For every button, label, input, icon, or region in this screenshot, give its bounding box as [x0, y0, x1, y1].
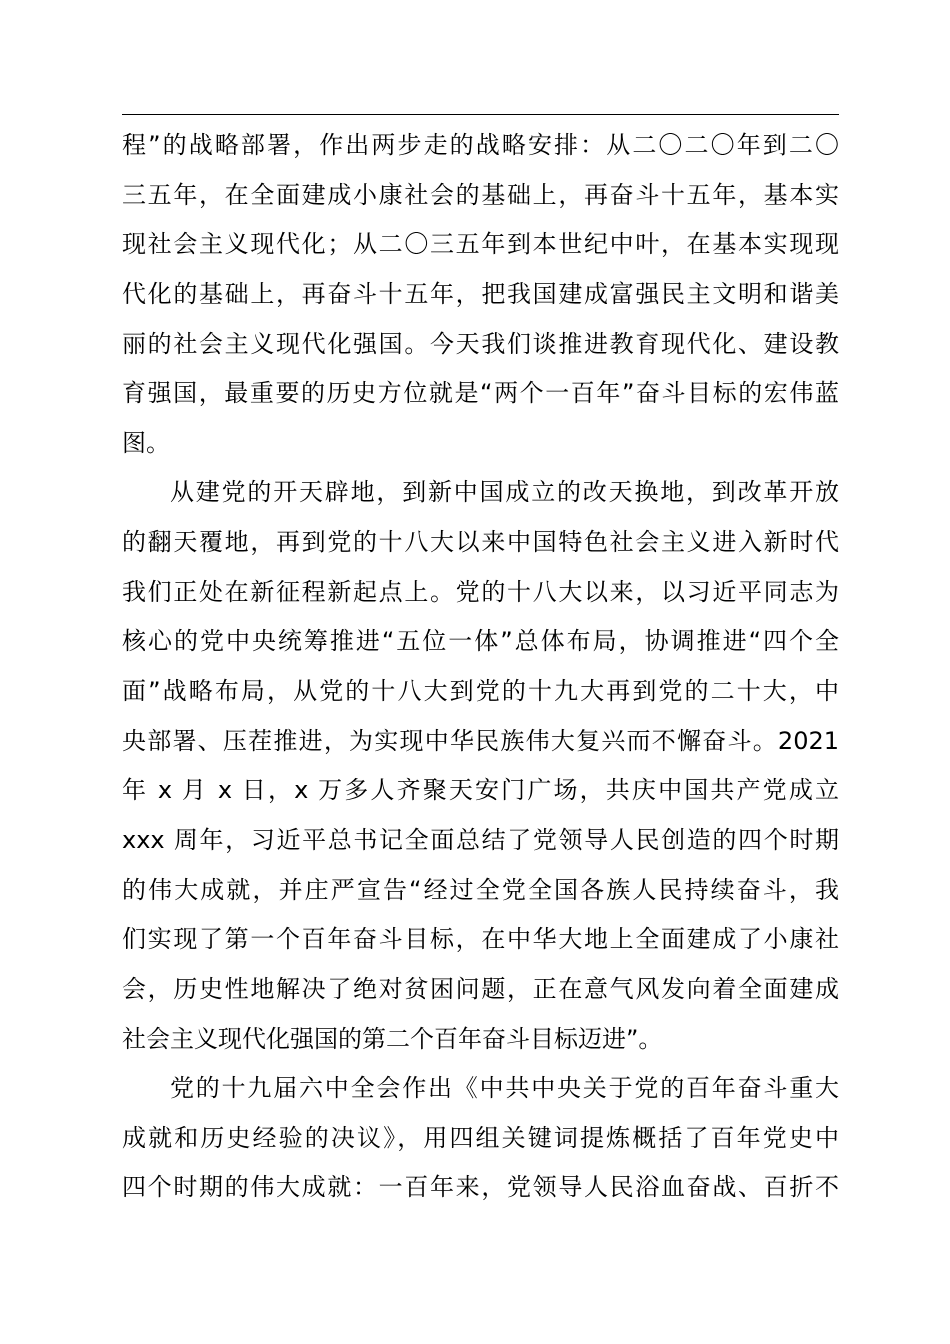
text-line: 三五年，在全面建成小康社会的基础上，再奋斗十五年，基本实 — [122, 180, 839, 209]
text-line: 的伟大成就，并庄严宣告“经过全党全国各族人民持续奋斗，我 — [122, 875, 839, 904]
text-line: 成就和历史经验的决议》，用四组关键词提炼概括了百年党史中 — [122, 1123, 839, 1152]
text-line: 面”战略布局，从党的十八大到党的十九大再到党的二十大，中 — [122, 677, 839, 706]
text-line: 丽的社会主义现代化强国。今天我们谈推进教育现代化、建设教 — [122, 329, 839, 358]
body-text — [122, 121, 839, 1213]
text-line: 央部署、压茬推进，为实现中华民族伟大复兴而不懈奋斗。2021 — [122, 726, 839, 755]
text-line: 四个时期的伟大成就：一百年来，党领导人民浴血奋战、百折不 — [122, 1173, 839, 1202]
paragraph-start-line: 从建党的开天辟地，到新中国成立的改天换地，到改革开放 — [170, 478, 839, 507]
paragraph-start-line: 党的十九届六中全会作出《中共中央关于党的百年奋斗重大 — [170, 1074, 839, 1103]
text-line: 代化的基础上，再奋斗十五年，把我国建成富强民主文明和谐美 — [122, 279, 839, 308]
text-line: 们实现了第一个百年奋斗目标，在中华大地上全面建成了小康社 — [122, 925, 839, 954]
header-divider — [122, 114, 839, 115]
text-line: 社会主义现代化强国的第二个百年奋斗目标迈进”。 — [122, 1024, 663, 1053]
text-line: 的翻天覆地，再到党的十八大以来中国特色社会主义进入新时代 — [122, 528, 839, 557]
text-line: 核心的党中央统筹推进“五位一体”总体布局，协调推进“四个全 — [122, 627, 839, 656]
text-line: 程”的战略部署，作出两步走的战略安排：从二〇二〇年到二〇 — [122, 131, 839, 159]
text-line: xxx 周年，习近平总书记全面总结了党领导人民创造的四个时期 — [122, 825, 839, 854]
text-line: 会，历史性地解决了绝对贫困问题，正在意气风发向着全面建成 — [122, 974, 839, 1003]
text-line: 我们正处在新征程新起点上。党的十八大以来，以习近平同志为 — [122, 577, 839, 606]
text-line: 育强国，最重要的历史方位就是“两个一百年”奋斗目标的宏伟蓝 — [122, 379, 839, 408]
text-line: 现社会主义现代化；从二〇三五年到本世纪中叶，在基本实现现 — [122, 230, 839, 259]
text-line: 图。 — [122, 428, 170, 457]
text-line: 年 x 月 x 日，x 万多人齐聚天安门广场，共庆中国共产党成立 — [122, 776, 839, 805]
